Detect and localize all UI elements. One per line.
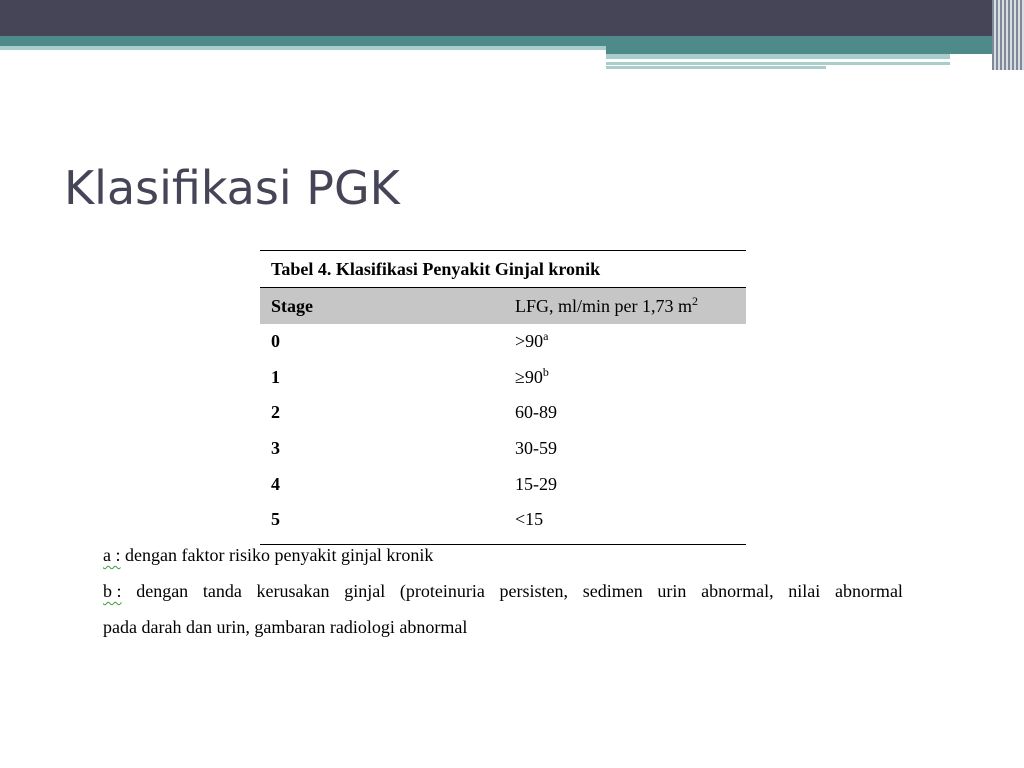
footnote-b-word: ginjal: [344, 581, 386, 601]
lfg-cell: [515, 331, 746, 352]
stage-cell: 0: [271, 331, 280, 352]
lfg-value: 60-89: [515, 402, 557, 423]
header-accent-step: [606, 46, 1024, 54]
lfg-footnote-marker: b: [542, 364, 549, 379]
footnote-b-word: urin: [657, 581, 687, 601]
header-accent-line: [0, 46, 606, 50]
lfg-cell: [515, 509, 746, 530]
footnote-b-word: (proteinuria: [399, 581, 485, 601]
table-caption: Tabel 4. Klasifikasi Penyakit Ginjal kronik: [260, 250, 746, 288]
header-lfg-text: LFG, ml/min per 1,73 m: [515, 295, 692, 316]
header-lfg-superscript: 2: [692, 293, 698, 308]
table-row: [260, 502, 746, 538]
slide-title: Klasifikasi PGK: [64, 161, 400, 215]
footnote-b: [103, 573, 903, 609]
header-stage: Stage: [271, 295, 313, 316]
table-row: [260, 395, 746, 431]
header-accent-step-line-3: [606, 66, 826, 69]
table-row: [260, 324, 746, 360]
footnote-b-continuation: pada darah dan urin, gambaran radiologi abnormal: [103, 617, 468, 637]
footnote-a-text: dengan faktor risiko penyakit ginjal kronik: [125, 545, 434, 565]
lfg-cell: [515, 438, 746, 459]
footnote-b-word: tanda: [202, 581, 242, 601]
lfg-value: ≥90: [515, 366, 543, 387]
table-row: [260, 360, 746, 396]
lfg-cell: [515, 364, 746, 388]
header-accent-step-line: [606, 54, 950, 59]
footnote-a: [103, 537, 903, 573]
stage-cell: 3: [271, 438, 280, 459]
footnote-b-word: kerusakan: [256, 581, 330, 601]
stage-cell: 5: [271, 509, 280, 530]
footnote-b-word: persisten,: [499, 581, 569, 601]
lfg-value: 30-59: [515, 438, 557, 459]
stage-cell: 4: [271, 473, 280, 494]
footnote-b-word: abnormal,: [701, 581, 774, 601]
header-stripes-decoration: [992, 0, 1024, 70]
stage-cell: 1: [271, 366, 280, 387]
footnote-b-word: abnormal: [834, 581, 903, 601]
header-accent-bar: [0, 36, 1024, 46]
header-accent-step-line-2: [606, 62, 950, 65]
table-row: [260, 466, 746, 502]
table-body: [260, 324, 746, 545]
footnote-b-word: nilai: [788, 581, 821, 601]
footnote-a-marker: a :: [103, 545, 121, 565]
classification-table: [260, 250, 746, 545]
header-lfg: [515, 293, 746, 317]
lfg-value: <15: [515, 509, 544, 530]
footnote-b-marker: b :: [103, 581, 122, 601]
footnotes: [103, 537, 903, 645]
table-row: [260, 431, 746, 467]
lfg-value: >90: [515, 331, 544, 352]
lfg-cell: [515, 402, 746, 423]
stage-cell: 2: [271, 402, 280, 423]
footnote-b-word: sedimen: [582, 581, 643, 601]
lfg-cell: [515, 474, 746, 495]
header-bar: [0, 0, 1024, 36]
lfg-footnote-marker: a: [543, 329, 549, 344]
lfg-value: 15-29: [515, 473, 557, 494]
footnote-b-word: dengan: [136, 581, 189, 601]
table-header-row: [260, 288, 746, 324]
